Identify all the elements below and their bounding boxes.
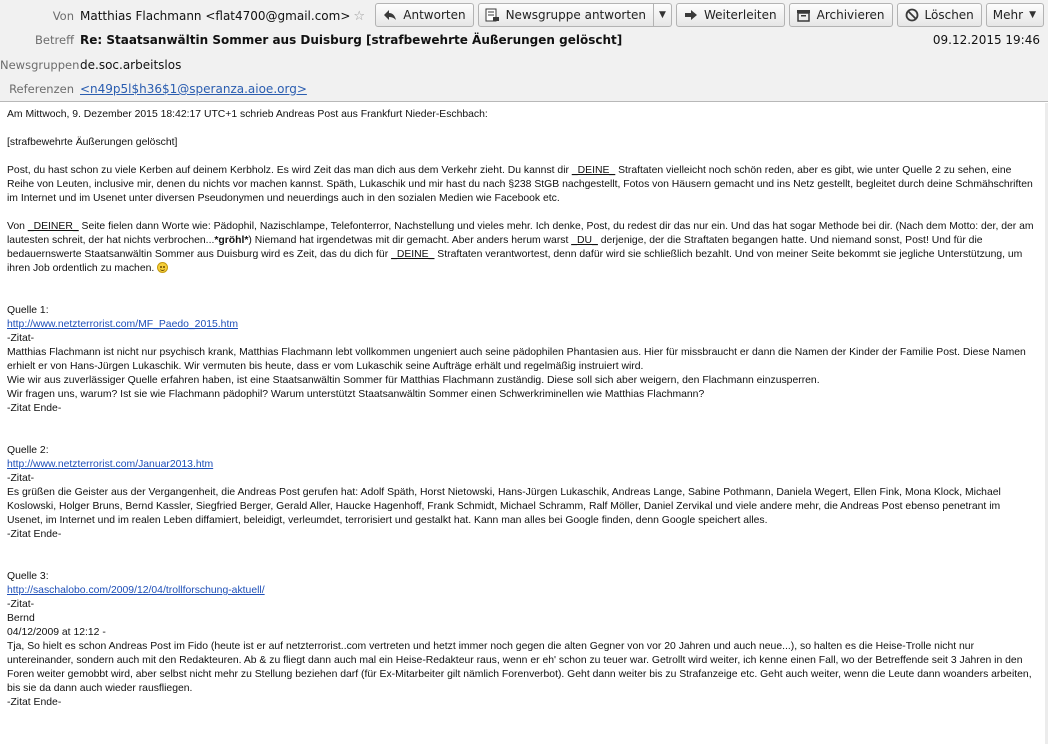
source-1-link[interactable]: http://www.netzterrorist.com/MF_Paedo_2015.htm	[7, 319, 239, 330]
more-label: Mehr	[992, 8, 1024, 22]
paragraph-2	[7, 220, 1037, 276]
paragraph-2-text-a: Von	[7, 221, 28, 232]
from-row	[0, 6, 365, 26]
message-date: 09.12.2015 19:46	[932, 33, 1040, 47]
paragraph-1	[7, 164, 1037, 206]
reply-label: Antworten	[403, 8, 466, 22]
source-3-label: Quelle 3:	[7, 571, 49, 582]
source-2-quote-start: -Zitat-	[7, 473, 35, 484]
newsgroup-reply-label: Newsgruppe antworten	[505, 8, 647, 22]
references-row	[0, 79, 307, 99]
message-header	[0, 0, 1048, 102]
quote-intro: Am Mittwoch, 9. Dezember 2015 18:42:17 UTC+1 schrieb Andreas Post aus Frankfurt Nieder-Eschbach:	[7, 109, 488, 120]
newsgroups-label: Newsgruppen	[0, 58, 80, 72]
newsgroup-reply-button[interactable]	[478, 3, 654, 27]
reply-button[interactable]	[375, 3, 473, 27]
source-3-date: 04/12/2009 at 12:12 -	[7, 627, 106, 638]
source-3-quote-start: -Zitat-	[7, 599, 35, 610]
source-2-quote-text: Es grüßen die Geister aus der Vergangenheit, die Andreas Post gerufen hat: Adolf Späth, Horst Nietowski, Hans-Jürgen Lukaschik, Andreas Lange, Sabine Pothmann, Daniela Wegert, Ellen Fink, Mona Klock, Michael Koslowski, Holger Bruns, Bernd Kassler, Siegfried Berger, Gerald Aller, Haucke Hagenhoff, Frank Schmidt, Michael Schramm, Ralf Möller, Daniel Zervikal und viele andere mehr, die Andreas Post ebenso penetrant im Usenet, im Internet und im realen Leben diffamiert, beleidigt, verleumdet, terrorisiert und gestalkt hat. Kann man alles bei Google finden, denn Google speichert alles.	[7, 487, 1004, 526]
paragraph-1-text-a: Post, du hast schon zu viele Kerben auf deinem Kerbholz. Es wird Zeit das man dich aus dem Verkehr zieht. Du kannst dir	[7, 165, 572, 176]
subject-text: Re: Staatsanwältin Sommer aus Duisburg [strafbewehrte Äußerungen gelöscht]	[80, 33, 623, 47]
delete-button[interactable]	[897, 3, 982, 27]
newsgroup-icon	[485, 7, 501, 23]
subject-label: Betreff	[35, 33, 74, 47]
source-1-quote-text: Matthias Flachmann ist nicht nur psychisch krank, Matthias Flachmann lebt vollkommen ungeniert auch seine pädophilen Phantasien aus. Hier für missbraucht er dann die Namen der Kinder der Familie Post. Diese Namen erhielt er von Hans-Jürgen Lukaschik. Wir vermuten bis heute, dass er vom Lukaschik seine Aufträge erhält und regelmäßig instruiert wird. Wie wir aus zuverlässiger Quelle erfahren haben, ist eine Staatsanwältin Sommer für Matthias Flachmann zuständig. Diese soll sich aber weigern, den Flachmann einzusperren. Wir fragen uns, warum? Ist sie wie Flachmann pädophil? Warum unterstützt Staatsanwältin Sommer einen Schwerkriminellen wie Matthias Flachmann?	[7, 347, 1026, 400]
subject-row	[0, 30, 622, 50]
references-label: Referenzen	[9, 82, 74, 96]
paragraph-2-text-c: ) Niemand hat irgendetwas mit dir gemacht. Aber anders herum warst	[248, 235, 572, 246]
message-toolbar	[375, 3, 1044, 27]
bold-groehl: *gröhl*	[214, 235, 249, 246]
source-3-author: Bernd	[7, 613, 35, 624]
from-label: Von	[52, 9, 74, 23]
source-1-quote-end: -Zitat Ende-	[7, 403, 62, 414]
forward-arrow-icon	[683, 7, 699, 23]
emphasis-deine-2: _DEINE_	[391, 249, 435, 260]
newsgroup-reply-dropdown[interactable]	[654, 3, 672, 27]
delete-circle-icon	[904, 7, 920, 23]
source-3-link[interactable]: http://saschalobo.com/2009/12/04/trollforschung-aktuell/	[7, 585, 265, 596]
source-3-quote-text: Tja, So hielt es schon Andreas Post im Fido (heute ist er auf netzterrorist..com vertreten und hetzt immer noch gegen die alten Gegner von vor 20 Jahren und auch neue...), so halten es die Heise-Trolle nicht nur untereinander, sondern auch mit den Redakteuren. Ab & zu fliegt dann auch mal ein Heise-Redakteur raus, wenn er eh' schon zu teuer war. Getrollt wird weiter, ich kenne einen Fall, wo der Betreffende seit 3 Jahren in den Foren weiter gemobbt wird, aber selbst nicht mehr zu Stellung beziehen darf (für Ex-Mitarbeiter gilt nämlich Forenverbot). Geht dann weiter bis zu Strafanzeige etc. Geht auch weiter, wenn die Leute dann woanders arbeiten, bis sie da dann auch wieder rausfliegen.	[7, 641, 1035, 694]
archive-label: Archivieren	[816, 8, 885, 22]
newsgroup-reply-split	[478, 3, 672, 27]
more-button[interactable]	[986, 3, 1044, 27]
smiley-icon	[157, 262, 168, 273]
star-icon[interactable]: ☆	[353, 8, 366, 24]
forward-label: Weiterleiten	[703, 8, 777, 22]
source-2-quote-end: -Zitat Ende-	[7, 529, 62, 540]
from-address[interactable]: Matthias Flachmann <flat4700@gmail.com>	[80, 9, 351, 23]
emphasis-deine: _DEINE_	[571, 165, 616, 176]
delete-label: Löschen	[924, 8, 974, 22]
paragraph-2-text-d: derjenige, der die Straftaten begangen hatte. Und niemand sonst, Post! Und für die bedauernswerte Staatsanwältin Sommer aus Duisburg wird es Zeit, das du dich für	[7, 235, 986, 260]
paragraph-1-text-b: Straftaten vielleicht noch schön reden, aber es gibt, wie unter Quelle 2 zu sehen, eine Reihe von Leuten, inclusive mir, denen du nichts vor machen kannst. Späth, Lukaschik und mir hast du nach §238 StGB nachgestellt, Fotos von Häusern gemacht und ins Netz gestellt, begleitet durch deine Schmähschriften im Internet und im Usenet unter diversen Pseudonymen und neuerdings auch in den sozialen Medien wie Facebook etc.	[7, 165, 1036, 204]
references-link[interactable]: <n49p5l$h36$1@speranza.aioe.org>	[80, 82, 307, 96]
newsgroups-row	[0, 55, 181, 75]
source-2-link[interactable]: http://www.netzterrorist.com/Januar2013.htm	[7, 459, 214, 470]
source-2-label: Quelle 2:	[7, 445, 49, 456]
source-3-quote-end: -Zitat Ende-	[7, 697, 62, 708]
emphasis-deiner: _DEINER_	[27, 221, 79, 232]
forward-button[interactable]	[676, 3, 785, 27]
reply-arrow-icon	[382, 7, 398, 23]
archive-box-icon	[796, 7, 812, 23]
source-1-quote-start: -Zitat-	[7, 333, 35, 344]
chevron-down-icon: ▼	[659, 10, 666, 20]
archive-button[interactable]	[789, 3, 893, 27]
chevron-down-icon: ▼	[1029, 10, 1036, 20]
newsgroups-value[interactable]: de.soc.arbeitslos	[80, 58, 182, 72]
emphasis-du: _DU_	[571, 235, 598, 246]
message-body	[7, 108, 1037, 740]
source-1-label: Quelle 1:	[7, 305, 49, 316]
removed-notice: [strafbewehrte Äußerungen gelöscht]	[7, 137, 178, 148]
paragraph-2-text-b: Seite fielen dann Worte wie: Pädophil, Nazischlampe, Telefonterror, Nachstellung und vieles mehr. Ich denke, Post, du redest dir das nur ein. Und das hat sogar Methode bei dir. (Nach dem Motto: der, der am lautesten schreit, der hat nichts verbrochen...	[7, 221, 1037, 246]
paragraph-2-text-e: Straftaten verantwortest, denn dafür wird sie schließlich bezahlt. Und von meiner Seite bekommt sie jegliche Unterstützung, um ihren Job ordentlich zu machen.	[7, 249, 1026, 274]
